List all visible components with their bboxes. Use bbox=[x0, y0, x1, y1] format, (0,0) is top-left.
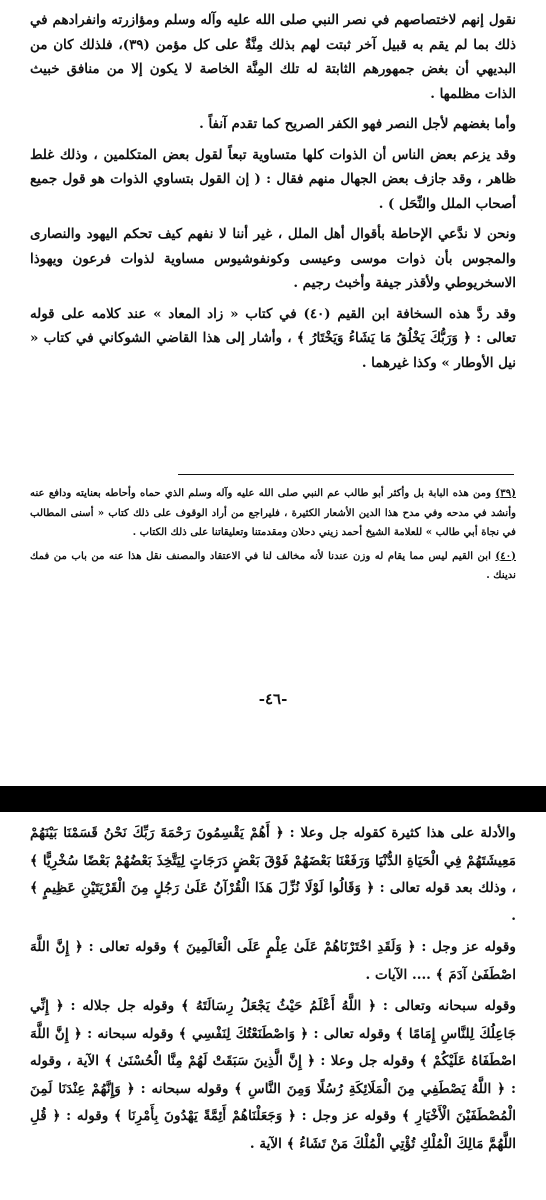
paragraph: ونحن لا ندَّعي الإحاطة بأقوال أهل الملل ، غير أننا لا نفهم كيف تحكم اليهود والنصارى والمجوس بأن ذوات موسى وعيسى وكونفوشيوس مساوية لذوات فرعون ويهوذا الاسخريوطي ولأقذر جيفة وأخبث رجيم . bbox=[30, 226, 516, 291]
paragraph: وأما بغضهم لأجل النصر فهو الكفر الصريح كما تقدم آنفاً . bbox=[199, 116, 516, 132]
page-number: -٤٦- bbox=[258, 690, 288, 708]
footnote-divider bbox=[178, 474, 514, 475]
paragraph: نقول إنهم لاختصاصهم في نصر النبي صلى الله عليه وآله وسلم ومؤازرته وانفرادهم في ذلك بما لم يقم به قبيل آخر ثبتت لهم بذلك مِنَّةٌ على كل مؤمن (٣٩)، فلذلك كان من البديهي أن بغض جمهورهم الثابتة له تلك المِنَّة الخاصة لا يكون إلا من منافق خبيث الذات مظلمها . bbox=[30, 12, 516, 102]
footnote-text: ابن القيم ليس مما يقام له وزن عندنا لأنه مخالف لنا في الاعتقاد والمصنف نقل هذا عنه من باب من فمك ندينك . bbox=[30, 549, 516, 581]
footnote bbox=[30, 484, 516, 543]
footnotes bbox=[30, 484, 516, 586]
paragraph: وقوله عز وجل : ﴿ وَلَقَدِ اخْتَرْنَاهُمْ عَلَىٰ عِلْمٍ عَلَى الْعَالَمِينَ ﴾ وقوله تعالى : ﴿ إِنَّ اللَّهَ اصْطَفَىٰ آدَمَ ﴾ .... الآيات . bbox=[30, 939, 516, 983]
main-text bbox=[30, 8, 516, 375]
paragraph: وقد يزعم بعض الناس أن الذوات كلها متساوية تبعاً لقول بعض المتكلمين ، وذلك غلط ظاهر ، وقد جازف بعض الجهال منهم فقال : ( إن القول بتساوي الذوات هو قول جميع أصحاب الملل والنِّحَل ) . bbox=[30, 146, 516, 212]
footnote-number: (٤٠) bbox=[495, 549, 516, 562]
paragraph: وقوله سبحانه وتعالى : ﴿ اللَّهُ أَعْلَمُ حَيْثُ يَجْعَلُ رِسَالَتَهُ ﴾ وقوله جل جلاله : ﴿ إِنِّي جَاعِلُكَ لِلنَّاسِ إِمَامًا ﴾ وقوله تعالى : ﴿ وَاصْطَنَعْتُكَ لِنَفْسِي ﴾ وقوله سبحانه : ﴿ إِنَّ اللَّهَ اصْطَفَاهُ عَلَيْكُمْ ﴾ وقوله جل وعلا : ﴿ إِنَّ الَّذِينَ سَبَقَتْ لَهُمْ مِنَّا الْحُسْنَىٰ ﴾ الآية ، وقوله : ﴿ اللَّهُ يَصْطَفِي مِنَ الْمَلَائِكَةِ رُسُلًا وَمِنَ النَّاسِ ﴾ وقوله سبحانه : ﴿ وَإِنَّهُمْ عِنْدَنَا لَمِنَ الْمُصْطَفَيْنَ الْأَخْيَارِ ﴾ وقوله عز وجل : ﴿ وَجَعَلْنَاهُمْ أَئِمَّةً يَهْدُونَ بِأَمْرِنَا ﴾ وقوله : ﴿ قُلِ اللَّهُمَّ مَالِكَ الْمُلْكِ تُؤْتِي الْمُلْكَ مَنْ تَشَاءُ ﴾ الآية . bbox=[30, 998, 516, 1152]
main-text bbox=[30, 820, 516, 1158]
footnote bbox=[30, 547, 516, 586]
paragraph: وقد ردَّ هذه السخافة ابن القيم (٤٠) في كتاب « زاد المعاد » عند كلامه على قوله تعالى : ﴿ وَرَبُّكَ يَخْلُقُ مَا يَشَاءُ وَيَخْتَارُ ﴾ ، وأشار إلى هذا القاضي الشوكاني في كتاب « نيل الأوطار » وكذا غيرهما . bbox=[30, 305, 516, 371]
book-page-next bbox=[0, 812, 546, 1200]
paragraph: والأدلة على هذا كثيرة كقوله جل وعلا : ﴿ أَهُمْ يَقْسِمُونَ رَحْمَةَ رَبِّكَ نَحْنُ قَسَمْنَا بَيْنَهُمْ مَعِيشَتَهُمْ فِي الْحَيَاةِ الدُّنْيَا وَرَفَعْنَا بَعْضَهُمْ فَوْقَ بَعْضٍ دَرَجَاتٍ لِيَتَّخِذَ بَعْضُهُمْ بَعْضًا سُخْرِيًّا ﴾ ، وذلك بعد قوله تعالى : ﴿ وَقَالُوا لَوْلَا نُزِّلَ هَذَا الْقُرْآنُ عَلَىٰ رَجُلٍ مِنَ الْقَرْيَتَيْنِ عَظِيمٍ ﴾ . bbox=[30, 825, 516, 924]
footnote-number: (٣٩) bbox=[495, 487, 516, 499]
footnote-text: ومن هذه البابة بل وأكثر أبو طالب عم النبي صلى الله عليه وآله وسلم الذي حماه وأحاطه بعنايته ودافع عنه وأنشد في مدحه وفي مدح هذا الدين الأشعار الكثيرة ، فليراجع من أراد الوقوف على ذلك كتاب « أسنى المطالب في نجاة أبي طالب » للعلامة الشيخ أحمد زيني دحلان ومقدمتنا وتعليقاتنا على ذلك الكتاب . bbox=[30, 487, 516, 538]
